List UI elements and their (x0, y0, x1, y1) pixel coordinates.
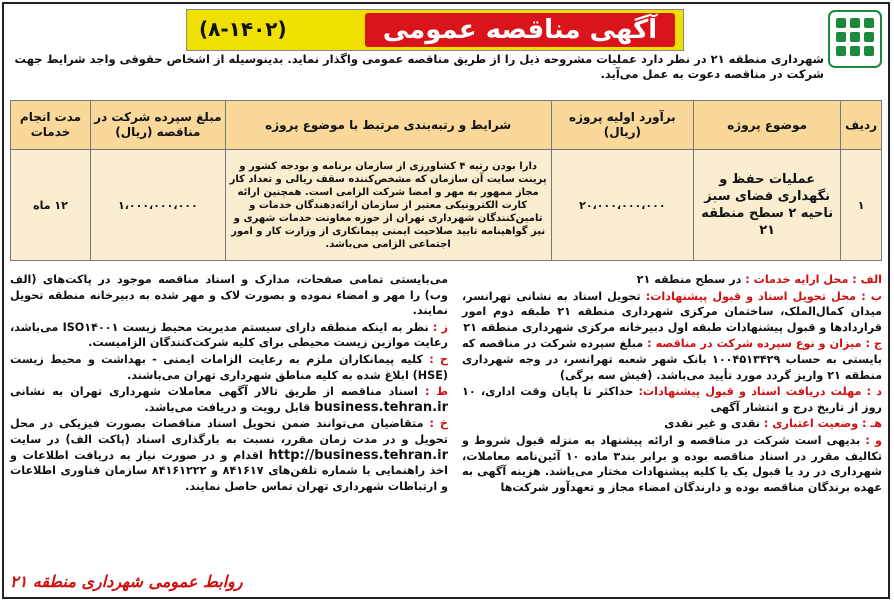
cell-row-number: ۱ (841, 150, 882, 261)
clause-label: ب : محل تحویل اسناد و قبول پیشنهادات: (645, 289, 882, 303)
clause-label: هـ : وضعیت اعتباری : (763, 417, 882, 431)
tender-notice (2, 2, 890, 599)
cell-conditions: دارا بودن رتبه ۴ کشاورزی از سازمان برنامه و بودجه کشور و پرینت سایت آن سازمان که مشخص‌کننده سقف ریالی و تعداد کار مجاز ممهور به مهر و امضا شرکت الزامی است. همچنین ارائه کارت الکترونیکی معتبر از سازمان ارائه‌دهندگان خدمات و تامین‌کنندگان شهرداری تهران از حوزه معاونت خدمات شهری و نیز گواهینامه تایید صلاحیت ایمنی پیمانکاری از وزارت کار و امور اجتماعی الزامی می‌باشد. (225, 150, 551, 261)
notice-number: (۸-۱۴۰۲) (199, 17, 287, 41)
clause-text: نقدی و غیر نقدی (664, 417, 764, 431)
clause-tail: قابل رویت و دریافت می‌باشد. (144, 400, 315, 414)
left-column (10, 272, 448, 495)
business-site-url-link[interactable]: http://business.tehran.ir (268, 447, 448, 463)
clause-label: ح : (429, 352, 448, 366)
clause-j (10, 416, 448, 494)
organization-name: شهرداری منطقه ۲۱ (710, 52, 824, 66)
clause-text: اسناد مناقصه از طریق تالار آگهی معاملات شهرداری تهران به نشانی (10, 385, 425, 399)
clause-i (10, 384, 448, 415)
notice-banner (186, 9, 684, 51)
clause-text: می‌بایستی تمامی صفحات، مدارک و اسناد مناقصه موجود در پاکت‌های (الف وب) را مهر و امضاء نموده و بصورت لاک و مهر شده به دبیرخانه منطقه تحویل نمایند. (10, 273, 448, 318)
clause-b (462, 289, 882, 336)
table-row (11, 150, 882, 261)
clause-text: تحویل اسناد به نشانی تهرانسر، میدان کمال‌الملک، ساختمان مرکزی شهرداری منطقه ۲۱ طبقه دوم امور قراردادها و قبول پیشنهادات طبقه اول دبیرخانه مرکزی شهرداری منطقه ۲۱ (462, 289, 882, 334)
public-relations-signature: روابط عمومی شهرداری منطقه ۲۱ (10, 572, 243, 591)
clause-label: ط : (424, 385, 448, 399)
clause-label: د : مهلت دریافت اسناد و قبول پیشنهادات: (638, 385, 882, 399)
clause-a (462, 272, 882, 288)
clause-text: کلیه پیمانکاران ملزم به رعایت الزامات ایمنی - بهداشت و محیط زیست (HSE) ابلاغ شده به کلیه مناطق شهرداری تهران می‌باشند. (10, 352, 448, 382)
clause-label: خ : (429, 417, 448, 431)
notice-title: آگهی مناقصه عمومی (365, 13, 675, 47)
intro-text: در نظر دارد عملیات مشروحه ذیل را از طریق مناقصه عمومی واگذار نماید. بدینوسیله از اشخاص حقوقی واجد شرایط جهت شرکت در مناقصه دعوت به عمل می‌آید. (14, 52, 824, 81)
clause-f (462, 433, 882, 495)
clause-text: در سطح منطقه ۲۱ (636, 273, 746, 286)
intro-paragraph (10, 52, 824, 82)
clause-label: ز : (432, 320, 448, 334)
clause-text: مبلغ سپرده شرکت در مناقصه که بایستی به حساب ۱۰۰۴۵۱۳۴۲۹ بانک شهر شعبه تهرانسر، در وجه شهرداری منطقه ۲۱ واریز گردد مورد تأیید می‌باشد. (فیش سه برگی) (462, 337, 882, 382)
right-column (462, 272, 882, 496)
cell-duration: ۱۲ ماه (11, 150, 91, 261)
header-duration: مدت انجام خدمات (11, 101, 91, 150)
cell-deposit: ۱،۰۰۰،۰۰۰،۰۰۰ (91, 150, 226, 261)
clause-continuation (10, 272, 448, 319)
clause-text: حداکثر تا پایان وقت اداری، ۱۰ روز از تاریخ درج و انتشار آگهی (462, 385, 882, 414)
clause-g (10, 320, 448, 351)
clause-c (462, 336, 882, 383)
cell-estimate: ۲۰،۰۰۰،۰۰۰،۰۰۰ (551, 150, 694, 261)
header-subject: موضوع پروژه (694, 101, 841, 150)
header-estimate: برآورد اولیه پروژه (ریال) (551, 101, 694, 150)
clause-h (10, 352, 448, 383)
header-deposit: مبلغ سپرده شرکت در مناقصه (ریال) (91, 101, 226, 150)
table-header-row (11, 101, 882, 150)
notice-body (10, 272, 882, 590)
clause-label: و : (865, 433, 882, 447)
project-table (10, 100, 882, 261)
clause-text: متقاضیان می‌توانند ضمن تحویل اسناد مناقصات بصورت فیزیکی در محل تحویل و در مدت زمان مقرر، نسبت به بارگذاری اسناد (پاکت الف) در سایت (10, 417, 448, 446)
cell-subject: عملیات حفظ و نگهداری فضای سبز ناحیه ۲ سطح منطقه ۲۱ (694, 150, 841, 261)
clause-d (462, 384, 882, 415)
clause-text: بدیهی است شرکت در مناقصه و ارائه پیشنهاد به منزله قبول شروط و تکالیف مقرر در اسناد مناقصه بوده و برابر بند۳ ماده ۱۰ آئین‌نامه معاملات، شهرداری در رد یا قبول یک یا کلیه پیشنهادات مختار می‌باشد. هزینه آگهی به عهده برندگان مناقصه بوده و دارندگان امضاء مجاز و تعهدآور شرکت‌ها (462, 433, 882, 494)
clause-label: ج : میزان و نوع سپرده شرکت در مناقصه : (647, 337, 882, 351)
business-site-link[interactable]: business.tehran.ir (314, 399, 448, 415)
clause-label: الف : محل ارایه خدمات : (745, 273, 882, 286)
clause-tail: اقدام و در صورت نیاز به دریافت اطلاعات و اخذ راهنمایی با شماره تلفن‌های ۸۴۱۶۱۷ و ۸۴۱۶۱۲۲۲ سازمان فناوری اطلاعات و ارتباطات شهرداری تهران تماس حاصل نمایند. (10, 448, 449, 493)
header-row-number: ردیف (841, 101, 882, 150)
header-conditions: شرایط و رتبه‌بندی مرتبط با موضوع پروژه (225, 101, 551, 150)
clause-e (462, 416, 882, 432)
tehran-municipality-logo-icon (828, 10, 882, 68)
clause-text: نظر به اینکه منطقه دارای سیستم مدیریت محیط زیست ISO۱۴۰۰۱ می‌باشد، رعایت موازین زیست محیطی برای کلیه شرکت‌کنندگان الزامیست. (10, 320, 448, 350)
